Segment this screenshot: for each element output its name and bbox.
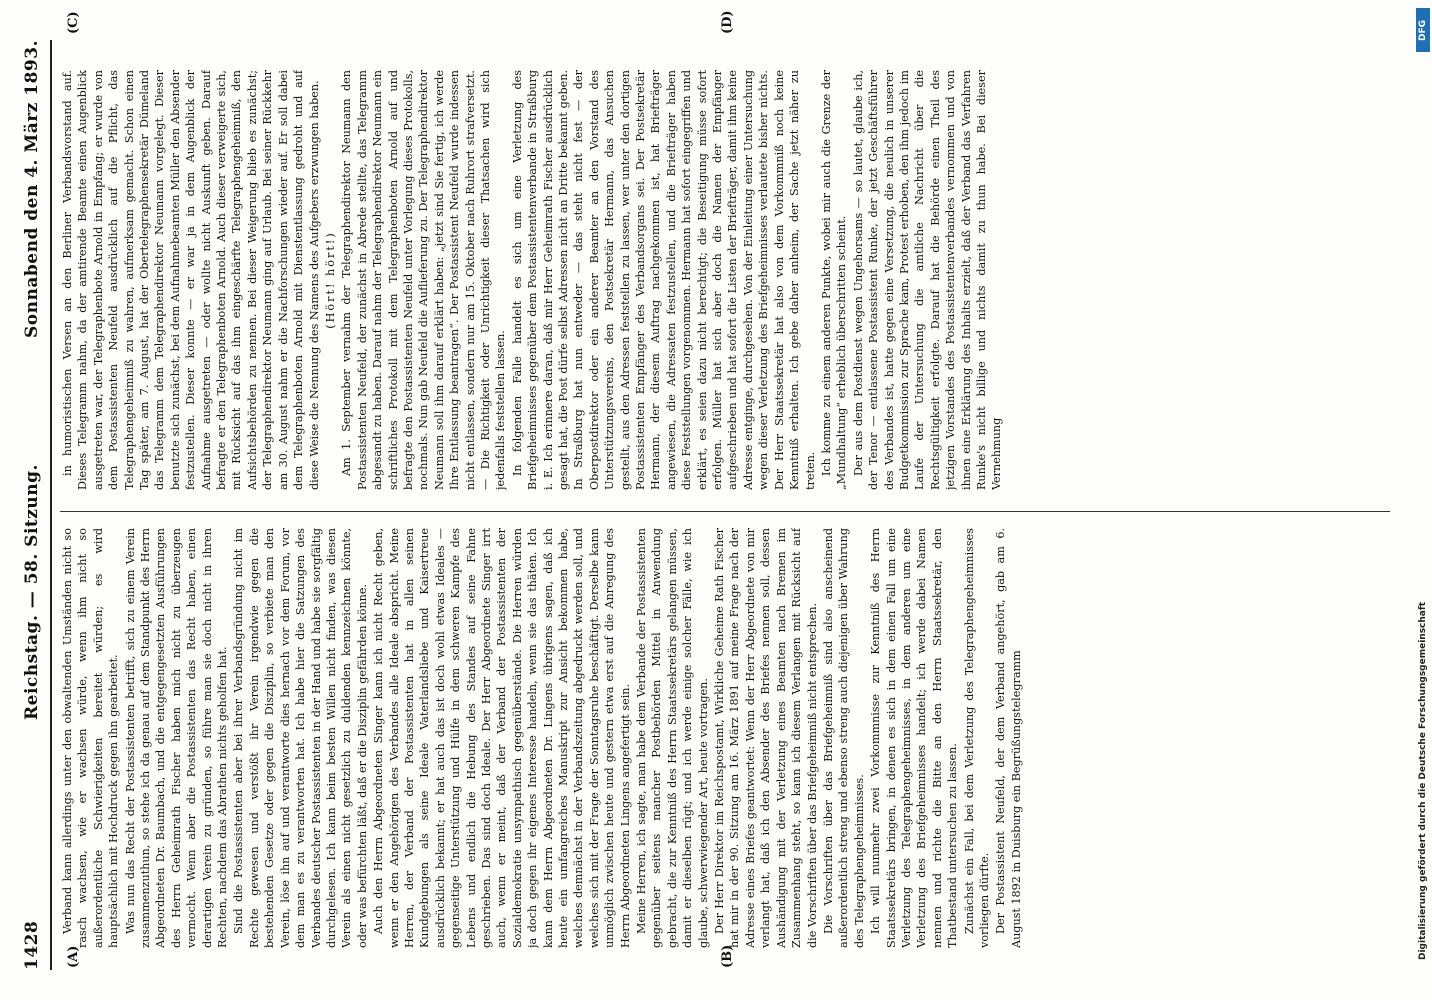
paragraph: In folgenden Falle handelt es sich um eine Verletzung des Briefgeheimnisses gegenüber dem Postassistentenverbande in Straßburg i. E. Ich erinnere daran, daß mir Herr Geheimrath Fischer ausdrücklich gesagt hat, die Post dürfe selbst Adressen nicht an Dritte bekannt geben. In Straßburg hat nun entweder — das steht nicht fest — der Oberpostdirektor oder ein anderer Beamter an den Vorstand des Unterstützungsvereins, den Postsekretär Hermann, das Ansuchen gestellt, aus den Adressen feststellen zu lassen, wer unter den dortigen Postassistenten Empfänger des Verbandsorgans sei. Der Postsekretär Hermann, der diesem Auftrag nachgekommen ist, hat Briefträger angewiesen, die Adressaten festzustellen, und die Briefträger haben diese Feststellungen vorgenommen. Hermann hat sofort eingegriffen und erklärt, es seien dazu nicht berechtigt; die Beseitigung müsse sofort erfolgen. Müller hat sich aber doch die Namen der Empfänger aufgeschrieben und hat sofort die Listen der Briefträger, damit ihm keine Adresse entginge, durchgesehen. Von der Einleitung einer Untersuchung wegen dieser Verletzung des Briefgeheimnisses verlautete bisher nichts. Der Herr Staatssekretär hat also von dem Vorkommniß noch keine Kenntniß erhalten. Ich gebe daher anheim, der Sache jetzt näher zu treten.	[510, 70, 817, 490]
left-text-column	[60, 528, 1390, 948]
paragraph: Die Vorschriften über das Briefgeheimniß sind also anscheinend außerordentlich streng und ebenso streng auch diejenigen über Wahrung des Telegraphengeheimnisses.	[821, 528, 866, 948]
paragraph: Verband kann allerdings unter den obwaltenden Umständen nicht so rasch wachsen, wie er wachsen würde, wenn ihm nicht so außerordentliche Schwierigkeiten bereitet würden; es wird hauptsächlich mit Hochdruck gegen ihn gearbeitet.	[61, 528, 121, 948]
dfg-logo: DFG	[1416, 8, 1430, 52]
paragraph: Am 1. September vernahm der Telegraphendirektor Neumann den Postassistenten Neufeld, der zunächst in Abrede stellte, das Telegramm abgesandt zu haben. Darauf nahm der Telegraphendirektor Neumann ein schriftliches Protokoll mit dem Telegraphenboten Arnold auf und befragte den Postassistenten Neufeld unter Vorlegung dieses Protokolls, nochmals. Nun gab Neufeld die Auflieferung zu. Der Telegraphendirektor Neumann soll ihm darauf erklärt haben: „jetzt sind Sie fertig, ich werde Ihre Entlassung beantragen“. Der Postassistent Neufeld wurde indessen nicht entlassen, sondern nur am 15. Oktober nach Ruhrort strafversetzt. — Die Richtigkeit oder Unrichtigkeit dieser Thatsachen wird sich jedenfalls feststellen lassen.	[340, 70, 508, 490]
paragraph: Zunächst ein Fall, bei dem Verletzung des Telegraphengeheimnisses vorliegen dürfte.	[962, 528, 991, 948]
paragraph: Meine Herren, ich sagte, man habe dem Verbande der Postassistenten gegenüber seitens mancher Postbehörden Mittel in Anwendung gebracht, die zur Kenntniß des Herrn Staatssekretärs gelangen müssen, damit er dieselben rügt; und ich werde einige solcher Fälle, wie ich glaube, schwerwiegender Art, heute vortragen.	[635, 528, 710, 948]
paragraph: Sind die Postassistenten aber bei ihrer Verbandsgründung nicht im Rechte gewesen und verstößt ihr Verein irgendwie gegen die bestehenden Gesetze oder gegen die Disziplin, so verbiete man den Verein, löse ihn auf und verantworte dies hernach vor dem Forum, vor dem man es zu verantworten hat. Ich habe hier die Satzungen des Verbandes deutscher Postassistenten in der Hand und habe sie sorgfältig durchgelesen. Ich kann beim besten Willen nicht finden, was diesen Verein als einen nicht gesetzlich zu duldenden kennzeichnen könnte, oder was befürchten läßt, daß er die Disziplin gefährden könne.	[232, 528, 369, 948]
margin-marker-b: (B)	[720, 944, 735, 968]
header-rule	[50, 40, 52, 970]
margin-marker-c: (C)	[66, 11, 81, 34]
paragraph: Der Postassistent Neufeld, der dem Verband angehört, gab am 6. August 1892 in Duisburg ein Begrüßungstelegramm	[994, 528, 1023, 948]
session-date: Sonnabend den 4. März 1893.	[22, 40, 42, 338]
column-divider	[60, 511, 1390, 512]
running-header	[22, 40, 50, 970]
digitization-credit: Digitalisierung gefördert durch die Deutsche Forschungsgemeinschaft	[1418, 601, 1428, 960]
session-title: Reichstag. — 58. Sitzung.	[22, 464, 42, 720]
right-text-column	[60, 70, 1390, 490]
paragraph: Der Herr Direktor im Reichspostamt, Wirkliche Geheime Rath Fischer hat mir in der 90. Sitzung am 16. März 1891 auf meine Frage nach der Adresse eines Briefes geantwortet: Wenn der Herr Abgeordnete von mir verlangt hat, daß ich den Absender des Briefes nennen soll, dessen Aushändigung mit der Verletzung eines Beamten nach Bremen im Zusammenhang steht, so kann ich diesem Verlangen mit Rücksicht auf die Vorschriften über das Briefgeheimniß nicht entsprechen.	[713, 528, 819, 948]
paragraph: Auch den Herrn Abgeordneten Singer kann ich nicht Recht geben, wenn er den Angehörigen des Verbandes alle Ideale abspricht. Meine Herren, der Verband der Postassistenten hat in allen seinen Kundgebungen als seine Ideale Vaterlandsliebe und Kaisertreue ausdrücklich bekannt; er hat auch das ist doch wohl etwas Ideales — gegenseitige Unterstützung und Hülfe in dem schweren Kampfe des Lebens und endlich die Hebung des Standes auf seine Fahne geschrieben. Das sind doch Ideale. Der Herr Abgeordnete Singer irrt auch, wenn er meint, daß der Verband der Postassistenten der Sozialdemokratie unsympathisch gegenüberstände. Die Herren würden ja doch gegen ihr eigenes Interesse handeln, wenn sie das thäten. Ich kann dem Herrn Abgeordneten Dr. Lingens übrigens sagen, daß ich heute ein umfangreiches Manuskript zur Ansicht bekommen habe, welches demnächst in der Verbandszeitung abgedruckt werden soll, und welches sich mit der Frage der Sonntagsruhe beschäftigt. Derselbe kann unmöglich zwischen heute und gestern etwa erst auf die Anregung des Herrn Abgeordneten Lingens angefertigt sein.	[372, 528, 632, 948]
paragraph: Der aus dem Postdienst wegen Ungehorsams — so lautet, glaube ich, der Tenor — entlassene Postassistent Runke, der jetzt Geschäftsführer des Verbandes ist, hatte gegen eine Versetzung, die neulich in unserer Budgetkommission zur Sprache kam, Protest erhoben, den ihm jedoch im Laufe der Untersuchung die amtliche Nachricht über die Rechtsgültigkeit erfolgte. Darauf hat die Behörde einen Theil des jetzigen Vorstandes des Postassistentenverbandes vernommen und von ihnen eine Erklärung des Inhalts erzielt, daß der Verband das Verfahren Runke's nicht billige und nichts damit zu thun habe. Bei dieser Vernehmung	[851, 70, 1004, 490]
page-number: 1428	[22, 920, 42, 970]
margin-marker-d: (D)	[720, 10, 735, 34]
paragraph: Ich will nunmehr zwei Vorkommnisse zur Kenntniß des Herrn Staatssekretärs bringen, in denen es sich in dem einen Fall um eine Verletzung des Telegraphengeheimnisses, in dem anderen um eine Verletzung des Briefgeheimnisses handelt; ich werde dabei Namen nennen und richte die Bitte an den Herrn Staatssekretär, den Thatbestand untersuchen zu lassen.	[869, 528, 960, 948]
paragraph: Ich komme zu einem anderen Punkte, wobei mir auch die Grenze der „Mundhaltung“ erheblich überschritten scheint.	[819, 70, 849, 490]
paragraph: (Hört! hört!)	[323, 231, 337, 329]
margin-marker-a: (A)	[66, 945, 81, 968]
paragraph: in humoristischen Versen an den Berliner Verbandsvorstand auf. Dieses Telegramm nahm, da der amtirende Beamte einen Augenblick ausgetreten war, der Telegraphenbote Arnold in Empfang; er wurde von dem Postassistenten Neufeld ausdrücklich auf die Pflicht, das Telegraphengeheimniß zu wahren, aufmerksam gemacht. Schon einen Tag später, am 7. August, hat der Obertelegraphensekretär Dümeland das Telegramm dem Telegraphendirektor Neumann vorgelegt. Dieser benutzte sich zunächst, bei dem Aufnahmebeamten Müller den Absender festzustellen. Dieser konnte — er war ja in dem Augenblick der Aufnahme ausgetreten — oder wollte nicht Auskunft geben. Darauf befragte er den Telegraphenboten Arnold. Auch dieser verweigerte sich, mit Rücksicht auf das ihm eingeschärfte Telegraphengeheimniß, den Aufsichtsbehörden zu nennen. Bei dieser Weigerung blieb es zunächst; der Telegraphendirektor Neumann ging auf Urlaub. Bei seiner Rückkehr am 30. August nahm er die Nachforschungen wieder auf. Er soll dabei dem Telegraphenboten Arnold mit Dienstentlassung gedroht und auf diese Weise die Nennung des Namens des Aufgebers erzwungen haben.	[61, 70, 321, 490]
paragraph: Was nun das Recht der Postassistenten betrifft, sich zu einem Verein zusammenzuthun, so stehe ich da genau auf dem Standpunkt des Herrn Abgeordneten Dr. Baumbach, und die entgegengesetzten Ausführungen des Herrn Geheimrath Fischer haben mich nicht zu überzeugen vermocht. Wenn aber die Postassistenten das Recht haben, einen derartigen Verein zu gründen, so führe man sie doch nicht in ihren Rechten, nachdem das Abrathen nichts geholfen hat.	[123, 528, 230, 948]
